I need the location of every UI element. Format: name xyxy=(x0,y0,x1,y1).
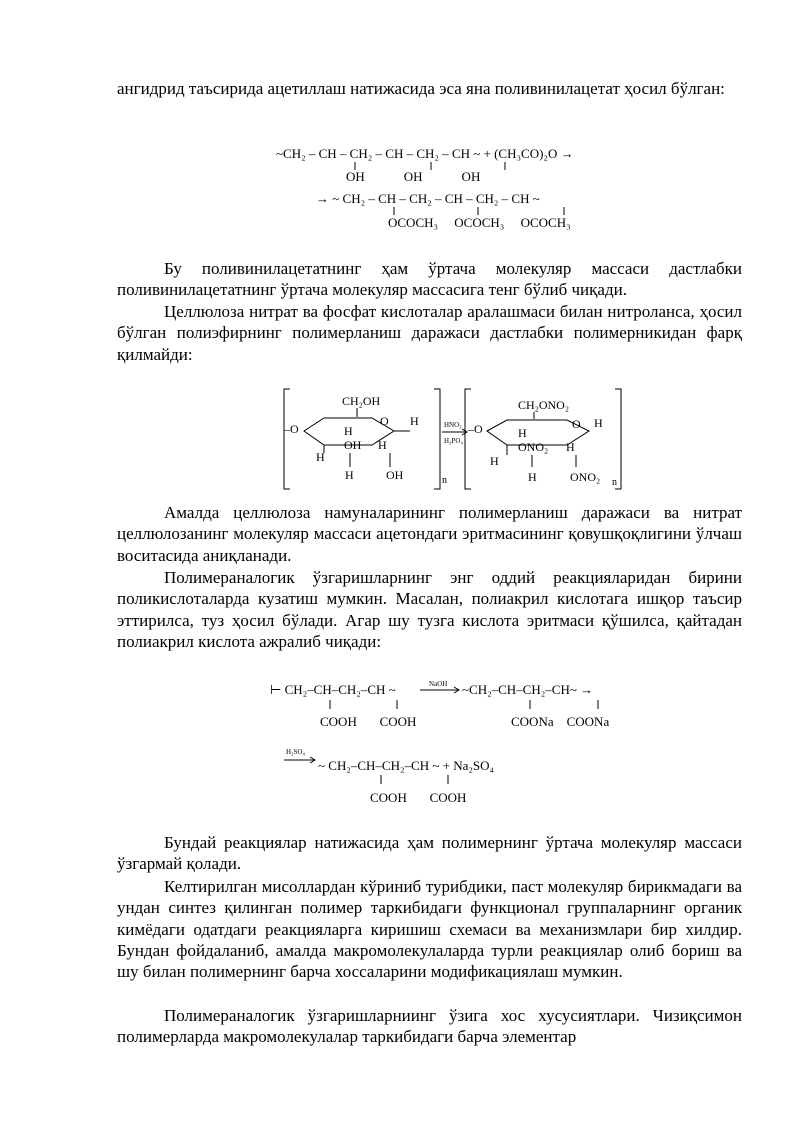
reagent-h2so4: H₂SO₄ xyxy=(286,748,305,756)
h-label: H xyxy=(490,454,499,468)
acetylation-scheme xyxy=(270,140,650,240)
h-label: H xyxy=(566,440,575,454)
paragraph-2: Бу поливинилацетатнинг ҳам ўртача молекуляр массаси дастлабки поливинилацетатнинг ўртача молекуляр массасига тенг бўлиб чиқади. xyxy=(117,259,742,300)
scheme3-sub3: COOH COOH xyxy=(370,790,467,805)
scheme1-line1-sub: OH OH OH xyxy=(346,169,481,184)
paragraph-3: Целлюлоза нитрат ва фосфат кислоталар аралашмаси билан нитроланса, ҳосил бўлган полиэфирнинг полимерланиш даражаси дастлабки полимерникидан фарқ қилмайди: xyxy=(117,302,742,364)
ono2-label: ONO₂ xyxy=(518,440,549,454)
ch2ono2-label: CH₂ONO₂ xyxy=(518,398,570,412)
h-label: H xyxy=(378,438,387,452)
paragraph-7: Келтирилган мисоллардан кўриниб турибдики, паст молекуляр бирикмадаги ва ундан синтез қилинган полимер таркибидаги функционал группаларнинг органик кимёдаги одатдаги реакцияларга киришиш схемаси ва механизмлари бир хилдир. Бундан фойдаланиб, амалда макромолекулаларда турли реакциялар олиб бориш ва шу билан полимернинг барча хоссаларини модификациялаш мумкин. xyxy=(117,877,742,982)
ono2-label: ONO₂ xyxy=(570,470,601,484)
h-label: H xyxy=(528,470,537,484)
paragraph-6: Бундай реакциялар натижасида ҳам полимернинг ўртача молекуляр массаси ўзгармай қолади. xyxy=(117,833,742,874)
scheme3-line1-right: ~CH₂–CH–CH₂–CH~ → xyxy=(462,682,594,697)
h-label: H xyxy=(410,414,419,428)
bracket-left xyxy=(284,389,290,489)
paragraph-1: ангидрид таъсирида ацетиллаш натижасида эса яна поливинилацетат ҳосил бўлган: xyxy=(117,79,725,98)
scheme1-line2: → ~ CH₂ – CH – CH₂ – CH – CH₂ – CH ~ xyxy=(316,191,540,206)
polyacrylic-scheme xyxy=(262,676,647,808)
scheme1-line2-sub: OCOCH₃ OCOCH₃ OCOCH₃ xyxy=(388,215,571,230)
subscript-n: n xyxy=(612,477,617,488)
h-label: H xyxy=(316,450,325,464)
reagent-h3po4: H₃PO₄ xyxy=(444,437,463,445)
reagent-naoh: NaOH xyxy=(429,680,448,688)
h-label: H xyxy=(345,468,354,482)
paragraph-5: Полимераналогик ўзгаришларнинг энг оддий реакцияларидан бирини поликислоталарда кузатиш мумкин. Масалан, полиакрил кислотага ишқор таъсир эттирилса, туз ҳосил бўлади. Агар шу тузга кислота эритмаси қўшилса, қайтадан полиакрил кислота ажралиб чиқади: xyxy=(117,568,742,651)
h-label: H xyxy=(594,416,603,430)
ring-oxygen: O xyxy=(380,414,389,428)
nitration-scheme xyxy=(282,385,627,495)
oh-label: OH xyxy=(386,468,404,482)
scheme3-sub2: COONa COONa xyxy=(511,714,610,729)
scheme1-line1: ~CH₂ – CH – CH₂ – CH – CH₂ – CH ~ + (CH₃CO)₂O → xyxy=(276,146,574,161)
paragraph-8: Полимераналогик ўзгаришларниинг ўзига хос хусусиятлари. Чизиқсимон полимерларда макромолекулалар таркибидаги барча элементар xyxy=(117,1006,742,1047)
h-label: H xyxy=(344,424,353,438)
o-bridge-right: –O xyxy=(468,422,483,436)
bracket-right xyxy=(615,389,621,489)
scheme3-line1-left: ⊢ CH₂–CH–CH₂–CH ~ xyxy=(270,682,396,697)
ch2oh-label: CH₂OH xyxy=(342,394,381,408)
oh-label: OH xyxy=(344,438,362,452)
o-bridge-left: –O xyxy=(284,422,299,436)
scheme3-sub1: COOH COOH xyxy=(320,714,417,729)
paragraph-4: Амалда целлюлоза намуналарининг полимерланиш даражаси ва нитрат целлюлозанинг молекуляр массаси ацетондаги эритмасининг қовушқоқлигини ўлчаш воситасида аниқланади. xyxy=(117,503,742,565)
subscript-n: n xyxy=(442,475,447,486)
bracket-right xyxy=(434,389,440,489)
bracket-left xyxy=(465,389,471,489)
reagent-hno3: HNO₃ xyxy=(444,421,462,429)
ring-oxygen: O xyxy=(572,417,581,431)
scheme3-line2: ~ CH₂–CH–CH₂–CH ~ + Na₂SO₄ xyxy=(318,758,495,773)
h-label: H xyxy=(518,426,527,440)
